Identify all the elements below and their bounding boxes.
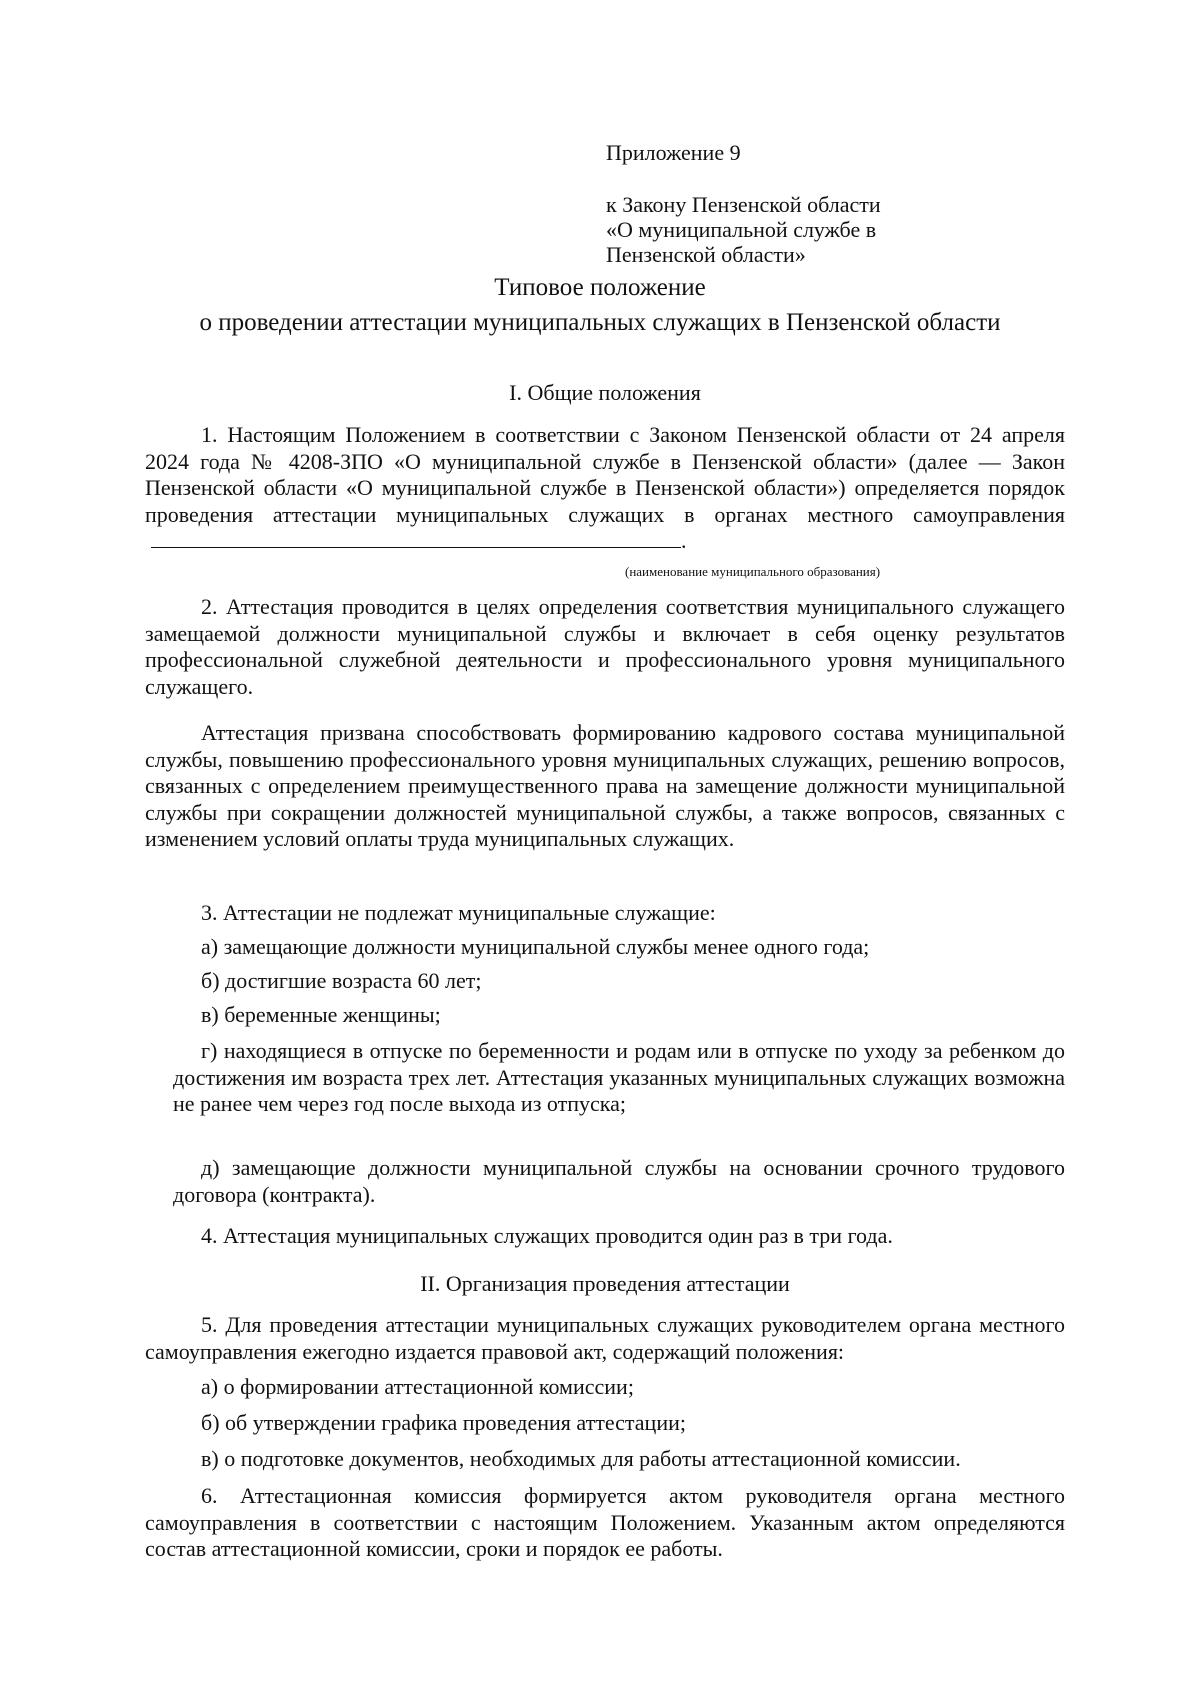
list-item-a: а) о формировании аттестационной комиссии; xyxy=(201,1374,634,1399)
municipality-blank-line xyxy=(151,529,681,548)
appendix-number: Приложение 9 xyxy=(606,140,741,165)
appendix-line: к Закону Пензенской области xyxy=(606,192,881,217)
list-item-v: в) беременные женщины; xyxy=(201,1002,441,1027)
list-item-v: в) о подготовке документов, необходимых для работы аттестационной комиссии. xyxy=(201,1446,961,1471)
document-title-line2: о проведении аттестации муниципальных служащих в Пензенской области xyxy=(199,309,1001,336)
list-item-b: б) достигшие возраста 60 лет; xyxy=(201,968,482,993)
paragraph-3: Аттестация призвана способствовать формированию кадрового состава муниципальной службы, повышению профессионального уровня муниципальных служащих, решению вопросов, связанных с определением преимущественного права на замещение должности муниципальной службы при сокращении должностей муниципальной службы, а также вопросов, связанных с изменением условий оплаты труда муниципальных служащих. xyxy=(145,720,1065,851)
list-item-d: д) замещающие должности муниципальной службы на основании срочного трудового договора (контракта). xyxy=(173,1155,1065,1207)
paragraph-1: 1. Настоящим Положением в соответствии с Законом Пензенской области от 24 апреля 2024 года № 4208-ЗПО «О муниципальной службе в Пензенской области» (далее — Закон Пензенской области «О муниципальной службе в Пензенской области») определяется порядок проведения аттестации муниципальных служащих в органах местного самоуправления. xyxy=(145,422,1065,553)
paragraph-2: 2. Аттестация проводится в целях определения соответствия муниципального служащего замещаемой должности муниципальной службы и включает в себя оценку результатов профессиональной служебной деятельности и профессионального уровня муниципального служащего. xyxy=(145,594,1065,699)
municipality-hint: (наименование муниципального образования) xyxy=(625,564,881,579)
list-item-g: г) находящиеся в отпуске по беременности и родам или в отпуске по уходу за ребенком до достижения им возраста трех лет. Аттестация указанных муниципальных служащих возможна не ранее чем через год после выхода из отпуска; xyxy=(173,1038,1065,1116)
section-2-heading: II. Организация проведения аттестации xyxy=(420,1271,790,1296)
paragraph-4: 3. Аттестации не подлежат муниципальные служащие: xyxy=(201,900,716,925)
appendix-law-reference xyxy=(606,192,881,267)
section-1-heading: I. Общие положения xyxy=(509,380,701,405)
appendix-line: «О муниципальной службе в xyxy=(606,217,877,242)
list-item-b: б) об утверждении графика проведения аттестации; xyxy=(201,1410,686,1435)
paragraph-5: 4. Аттестация муниципальных служащих проводится один раз в три года. xyxy=(201,1223,893,1248)
list-item-a: а) замещающие должности муниципальной службы менее одного года; xyxy=(201,934,870,959)
appendix-line: Пензенской области» xyxy=(606,242,806,267)
document-title-line1: Типовое положение xyxy=(494,274,706,301)
paragraph-7: 6. Аттестационная комиссия формируется актом руководителя органа местного самоуправления в соответствии с настоящим Положением. Указанным актом определяются состав аттестационной комиссии, сроки и порядок ее работы. xyxy=(145,1483,1065,1561)
paragraph-6: 5. Для проведения аттестации муниципальных служащих руководителем органа местного самоуправления ежегодно издается правовой акт, содержащий положения: xyxy=(145,1312,1065,1364)
